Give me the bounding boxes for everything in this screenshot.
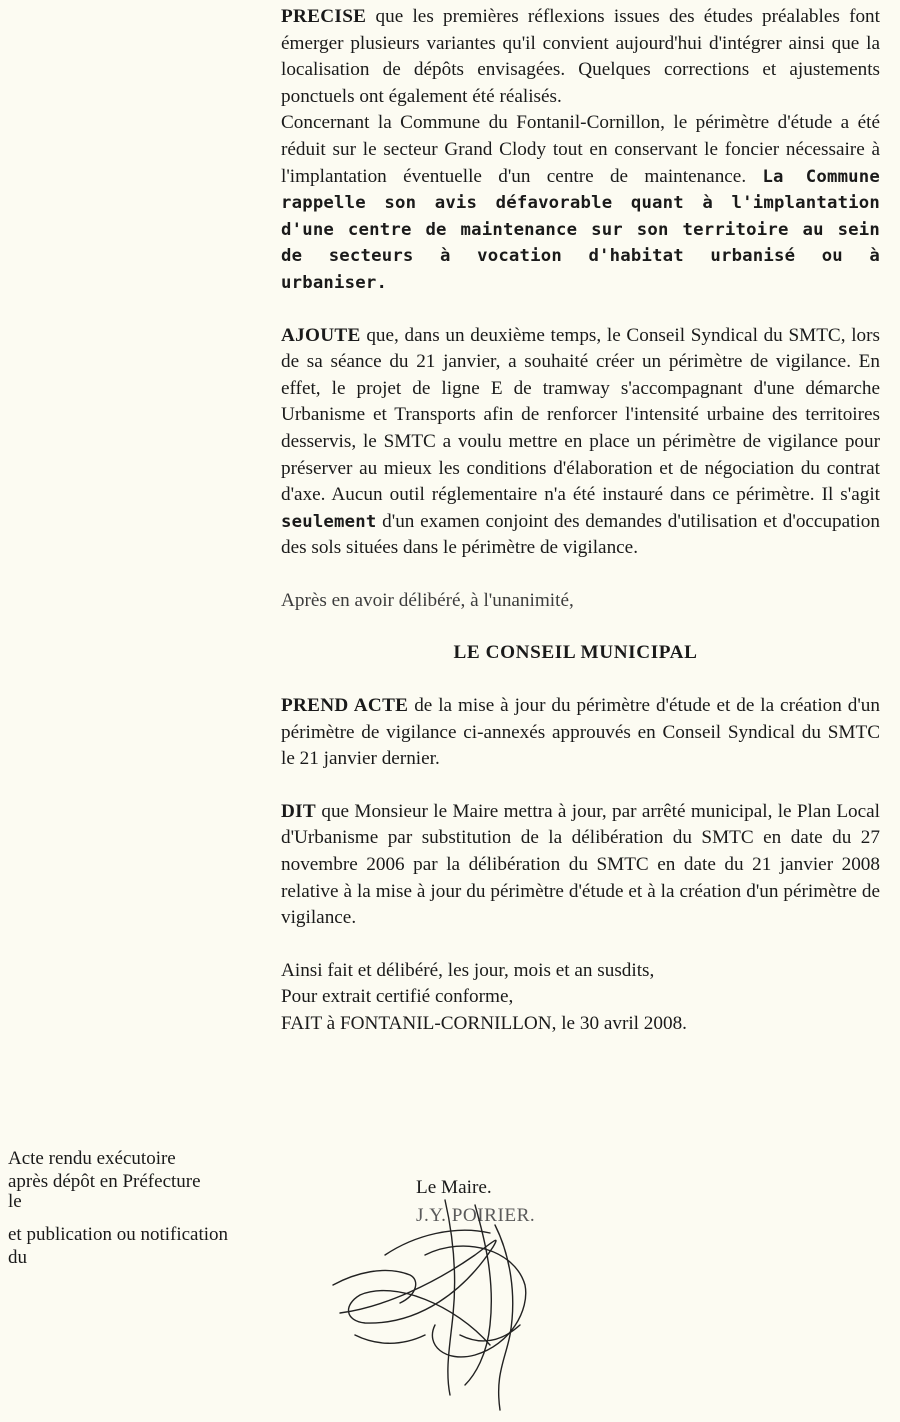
executory-line-4: et publication ou notification [8,1224,229,1245]
dit-text: que Monsieur le Maire mettra à jour, par arrêté municipal, le Plan Local d'Urbanisme par substitution de la délibération du SMTC en date du 27 novembre 2006 par la délibération du SMTC en date du 21 janvier 2008 relative à la mise à jour du périmètre d'étude et à la création d'un périmètre de vigilance. [281,800,880,929]
closing-line-2: Pour extrait certifié conforme, [281,986,514,1008]
main-text-column [281,4,880,1038]
concernant-paragraph [281,110,880,296]
prend-acte-paragraph [281,693,880,773]
mayor-name: J.Y. POIRIER. [416,1205,536,1226]
executory-line-3: le [8,1191,22,1212]
precise-text: que les premières réflexions issues des études préalables font émerger plusieurs variantes qu'il convient aujourd'hui d'intégrer ainsi que la localisation de dépôts envisagées. Quelques corrections et ajustements ponctuels ont également été réalisés. [281,6,880,107]
concernant-bold-statement: La Commune rappelle son avis défavorable quant à l'implantation d'une centre de maintenance sur son territoire au sein de secteurs à vocation d'habitat urbanisé ou à urbaniser. [281,166,880,293]
dit-keyword: DIT [281,800,317,822]
closing-line-3: FAIT à FONTANIL-CORNILLON, le 30 avril 2008. [281,1013,687,1034]
ajoute-keyword: AJOUTE [281,324,361,346]
executory-line-1: Acte rendu exécutoire [8,1148,176,1169]
mayor-title: Le Maire. [416,1177,492,1198]
precise-paragraph [281,4,880,110]
concernant-text: Concernant la Commune du Fontanil-Cornillon, le périmètre d'étude a été réduit sur le secteur Grand Clody tout en conservant le foncier nécessaire à l'implantation éventuelle d'un centre de maintenance. [281,112,880,187]
signature-stroke [333,1270,416,1303]
signature-stroke [385,1230,490,1255]
dit-paragraph [281,799,880,932]
precise-keyword: PRECISE [281,6,367,27]
ajoute-text-after: d'un examen conjoint des demandes d'utilisation et d'occupation des sols situées dans le périmètre de vigilance. [281,510,880,559]
signature-stroke [355,1335,425,1343]
executory-line-2: après dépôt en Préfecture [8,1171,201,1192]
spacer [281,562,880,588]
council-title: LE CONSEIL MUNICIPAL [453,642,698,664]
closing-line-1: Ainsi fait et délibéré, les jour, mois et an susdits, [281,959,655,981]
spacer [281,614,880,640]
spacer [281,773,880,799]
signature-stroke [495,1225,513,1410]
ajoute-text-before: que, dans un deuxième temps, le Conseil Syndical du SMTC, lors de sa séance du 21 janvier, a souhaité créer un périmètre de vigilance. En effet, le projet de ligne E de tramway s'accompagnant d'une démarche Urbanisme et Transports afin de renforcer l'intensité urbaine des territoires desservis, le SMTC a voulu mettre en place un périmètre de vigilance pour préserver au mieux les conditions d'élaboration et de négociation du contrat d'axe. Aucun outil réglementaire n'a été instauré dans ce périmètre. Il s'agit [281,324,880,506]
executory-note [8,1146,288,1268]
spacer [281,297,880,323]
handwritten-signature [325,1195,555,1420]
executory-line-5: du [8,1247,27,1268]
ajoute-paragraph [281,323,880,562]
apres-deliberation: Après en avoir délibéré, à l'unanimité, [281,589,574,611]
prend-acte-keyword: PREND ACTE [281,695,409,717]
signature-stroke [340,1240,496,1345]
prend-acte-text: de la mise à jour du périmètre d'étude et de la création d'un périmètre de vigilance ci-annexés approuvés en Conseil Syndical du SMTC le 21 janvier dernier. [281,695,880,770]
ajoute-emphasis: seulement [281,511,377,532]
spacer [281,667,880,693]
spacer [281,932,880,958]
